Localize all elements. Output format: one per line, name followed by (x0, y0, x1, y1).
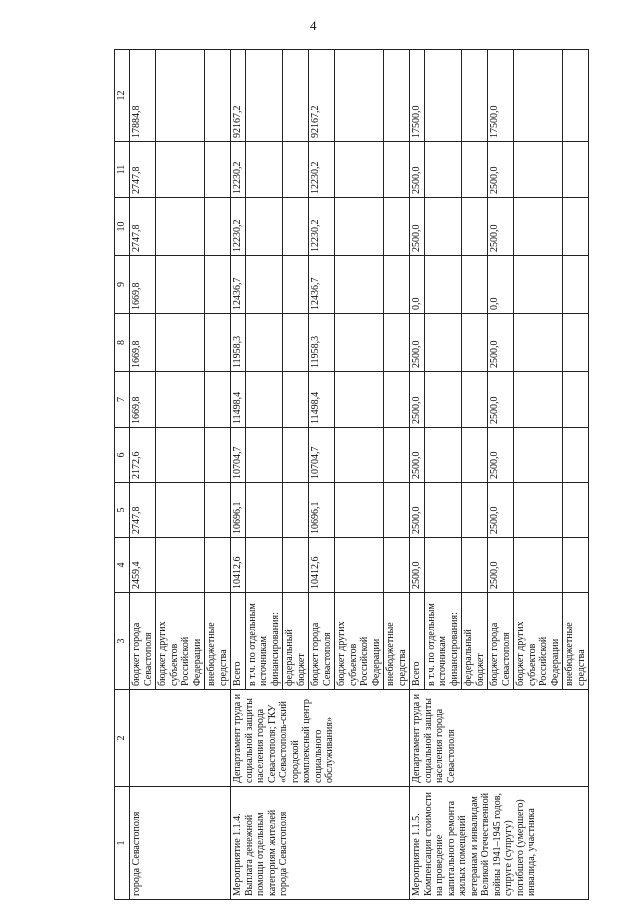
value-cell (384, 50, 410, 142)
funding-source-cell: бюджет города Севастополя (309, 593, 335, 690)
value-cell (156, 372, 205, 428)
value-cell: 11958,3 (309, 314, 335, 372)
value-cell (156, 198, 205, 256)
col-header: 1 (115, 787, 130, 900)
funding-source-cell: бюджет других субъектов Российской Федерации (514, 593, 563, 690)
value-cell: 10696,1 (309, 483, 335, 538)
value-cell: 92167,2 (309, 50, 335, 142)
value-cell: 2500,0 (488, 314, 514, 372)
value-cell (335, 256, 384, 314)
value-cell: 2500,0 (410, 198, 425, 256)
rotated-table-container (114, 50, 630, 900)
executor-cell: Департамент труда и социальной защиты населения города Севастополя (410, 690, 589, 787)
header-row (115, 50, 130, 900)
value-cell: 2172,6 (130, 428, 156, 483)
value-cell: 2500,0 (488, 198, 514, 256)
funding-source-cell: внебюджетные средства (384, 593, 410, 690)
value-cell (563, 256, 589, 314)
value-cell (245, 538, 283, 593)
value-cell (424, 538, 462, 593)
value-cell (384, 372, 410, 428)
value-cell (563, 483, 589, 538)
value-cell: 2500,0 (410, 428, 425, 483)
value-cell (514, 483, 563, 538)
activity-cell: Мероприятие 1.1.5. Компенсация стоимости на проведение капитального ремонта жилых помещений ветеранам и инвалидам Великой Отечественной войны 1941–1945 годов, супруге (супругу) погибшего (умершего) инвалида, участника (410, 787, 589, 900)
value-cell (245, 314, 283, 372)
value-cell (283, 538, 309, 593)
value-cell: 2500,0 (410, 142, 425, 198)
value-cell (205, 538, 231, 593)
value-cell: 1669,8 (130, 256, 156, 314)
value-cell (156, 483, 205, 538)
value-cell (245, 428, 283, 483)
value-cell (205, 314, 231, 372)
value-cell: 12230,2 (231, 142, 246, 198)
funding-source-cell: в т.ч. по отдельным источникам финансирования: (424, 593, 462, 690)
col-header: 6 (115, 428, 130, 483)
value-cell (462, 372, 488, 428)
value-cell (335, 372, 384, 428)
col-header: 2 (115, 690, 130, 787)
value-cell (514, 256, 563, 314)
value-cell: 2500,0 (410, 483, 425, 538)
value-cell (384, 198, 410, 256)
value-cell (245, 372, 283, 428)
value-cell (283, 314, 309, 372)
funding-source-cell: бюджет других субъектов Российской Федерации (156, 593, 205, 690)
value-cell (462, 198, 488, 256)
value-cell (283, 198, 309, 256)
value-cell (335, 198, 384, 256)
value-cell (245, 50, 283, 142)
value-cell: 17500,0 (410, 50, 425, 142)
value-cell (245, 256, 283, 314)
table-row (410, 50, 425, 900)
value-cell (424, 50, 462, 142)
value-cell: 12230,2 (309, 198, 335, 256)
executor-cell (130, 690, 231, 787)
value-cell (283, 483, 309, 538)
value-cell (205, 198, 231, 256)
value-cell (245, 142, 283, 198)
value-cell: 10412,6 (231, 538, 246, 593)
value-cell: 2747,8 (130, 483, 156, 538)
funding-source-cell: в т.ч. по отдельным источникам финансирования: (245, 593, 283, 690)
value-cell: 10412,6 (309, 538, 335, 593)
funding-source-cell: федеральный бюджет (462, 593, 488, 690)
value-cell (156, 142, 205, 198)
value-cell (462, 538, 488, 593)
value-cell: 10704,7 (309, 428, 335, 483)
value-cell: 0,0 (488, 256, 514, 314)
funding-source-cell: федеральный бюджет (283, 593, 309, 690)
value-cell (462, 50, 488, 142)
value-cell: 2500,0 (488, 142, 514, 198)
value-cell (424, 428, 462, 483)
value-cell (462, 483, 488, 538)
value-cell (335, 50, 384, 142)
funding-source-cell: бюджет города Севастополя (130, 593, 156, 690)
col-header: 4 (115, 538, 130, 593)
activity-cell: Мероприятие 1.1.4. Выплата денежной помощи отдельным категориям жителей города Севастополя (231, 787, 410, 900)
value-cell (283, 428, 309, 483)
value-cell: 2500,0 (410, 372, 425, 428)
value-cell: 10696,1 (231, 483, 246, 538)
value-cell: 1669,8 (130, 372, 156, 428)
funding-source-cell: бюджет других субъектов Российской Федерации (335, 593, 384, 690)
value-cell (156, 50, 205, 142)
value-cell (462, 142, 488, 198)
value-cell (563, 372, 589, 428)
value-cell: 17884,8 (130, 50, 156, 142)
value-cell: 11498,4 (309, 372, 335, 428)
col-header: 8 (115, 314, 130, 372)
value-cell (335, 538, 384, 593)
value-cell (156, 314, 205, 372)
value-cell (563, 314, 589, 372)
col-header: 9 (115, 256, 130, 314)
value-cell (384, 256, 410, 314)
value-cell: 2500,0 (410, 314, 425, 372)
value-cell: 2500,0 (488, 483, 514, 538)
value-cell (424, 256, 462, 314)
value-cell (563, 198, 589, 256)
value-cell: 2500,0 (488, 428, 514, 483)
value-cell (424, 314, 462, 372)
value-cell (424, 483, 462, 538)
value-cell (245, 198, 283, 256)
value-cell (514, 428, 563, 483)
page-number: 4 (310, 18, 317, 33)
value-cell (205, 142, 231, 198)
value-cell: 17500,0 (488, 50, 514, 142)
table-row (130, 50, 156, 900)
col-header: 5 (115, 483, 130, 538)
value-cell (563, 428, 589, 483)
value-cell (335, 314, 384, 372)
value-cell: 2459,4 (130, 538, 156, 593)
value-cell (384, 428, 410, 483)
value-cell (205, 372, 231, 428)
col-header: 3 (115, 593, 130, 690)
value-cell (283, 50, 309, 142)
value-cell: 2500,0 (410, 538, 425, 593)
value-cell (563, 142, 589, 198)
value-cell: 11498,4 (231, 372, 246, 428)
value-cell (514, 314, 563, 372)
col-header: 10 (115, 198, 130, 256)
value-cell: 1669,8 (130, 314, 156, 372)
value-cell (462, 256, 488, 314)
value-cell (335, 428, 384, 483)
value-cell: 2747,8 (130, 142, 156, 198)
value-cell (384, 483, 410, 538)
value-cell: 12436,7 (231, 256, 246, 314)
funding-source-cell: внебюджетные средства (563, 593, 589, 690)
value-cell (424, 372, 462, 428)
value-cell (205, 256, 231, 314)
value-cell: 12436,7 (309, 256, 335, 314)
funding-source-cell: Всего (410, 593, 425, 690)
value-cell: 2500,0 (488, 372, 514, 428)
value-cell (335, 142, 384, 198)
col-header: 7 (115, 372, 130, 428)
value-cell (283, 256, 309, 314)
value-cell (514, 538, 563, 593)
value-cell: 12230,2 (309, 142, 335, 198)
value-cell (205, 50, 231, 142)
value-cell (205, 428, 231, 483)
value-cell: 2500,0 (488, 538, 514, 593)
value-cell: 10704,7 (231, 428, 246, 483)
executor-cell: Департамент труда и социальной защиты населения города Севастополя; ГКУ «Севастополь-ский городской комплексный центр социального обслуживания» (231, 690, 410, 787)
value-cell (283, 372, 309, 428)
value-cell (514, 372, 563, 428)
value-cell (283, 142, 309, 198)
value-cell (563, 50, 589, 142)
value-cell (384, 314, 410, 372)
value-cell (514, 50, 563, 142)
value-cell (384, 538, 410, 593)
value-cell (514, 198, 563, 256)
value-cell: 12230,2 (231, 198, 246, 256)
funding-source-cell: бюджет города Севастополя (488, 593, 514, 690)
value-cell: 92167,2 (231, 50, 246, 142)
value-cell (384, 142, 410, 198)
value-cell (462, 428, 488, 483)
funding-source-cell: внебюджетные средства (205, 593, 231, 690)
value-cell (156, 538, 205, 593)
value-cell (156, 256, 205, 314)
budget-table (114, 49, 589, 900)
value-cell: 11958,3 (231, 314, 246, 372)
value-cell (335, 483, 384, 538)
value-cell (156, 428, 205, 483)
table-row (231, 50, 246, 900)
funding-source-cell: Всего (231, 593, 246, 690)
value-cell (563, 538, 589, 593)
value-cell: 0,0 (410, 256, 425, 314)
value-cell: 2747,8 (130, 198, 156, 256)
value-cell (514, 142, 563, 198)
value-cell (462, 314, 488, 372)
activity-cell: города Севастополя (130, 787, 231, 900)
value-cell (245, 483, 283, 538)
value-cell (424, 198, 462, 256)
value-cell (424, 142, 462, 198)
value-cell (205, 483, 231, 538)
col-header: 11 (115, 142, 130, 198)
col-header: 12 (115, 50, 130, 142)
